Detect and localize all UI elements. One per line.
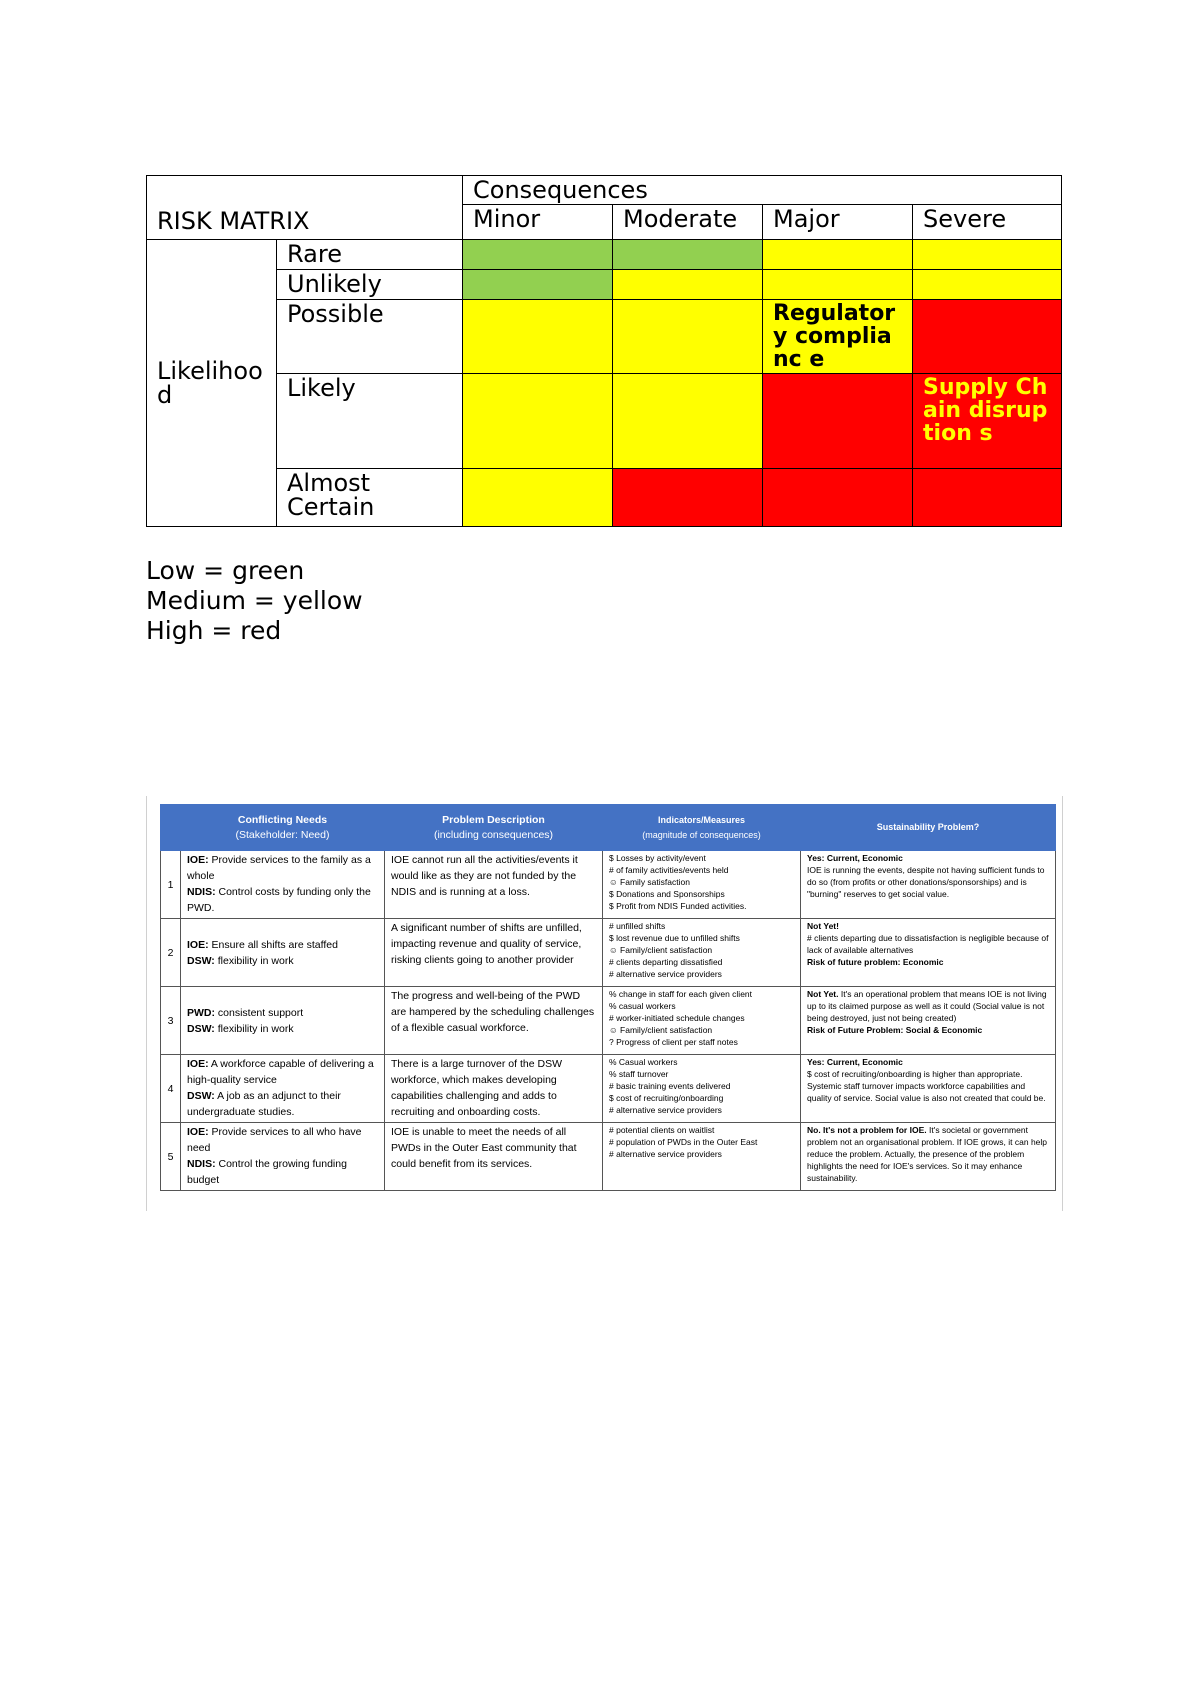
row-number: 1 <box>161 851 181 919</box>
needs-table-image <box>146 796 1063 1211</box>
row-number: 4 <box>161 1055 181 1123</box>
row-number: 2 <box>161 919 181 987</box>
risk-cell <box>913 240 1062 270</box>
risk-matrix-title: RISK MATRIX <box>147 176 463 240</box>
indicators-cell: $ Losses by activity/event # of family activities/events held ☺ Family satisfaction $ Donations and Sponsorships $ Profit from NDIS Funded activities. <box>603 851 801 919</box>
conflicting-needs-cell: IOE: Provide services to all who have need NDIS: Control the growing funding budget <box>181 1123 385 1191</box>
risk-cell <box>913 270 1062 300</box>
supply-chain-label: Supply Chain disruption s <box>923 375 1048 447</box>
risk-cell <box>463 240 613 270</box>
risk-cell <box>613 469 763 527</box>
sustainability-cell: Yes: Current, Economic $ cost of recruiting/onboarding is higher than appropriate. Systemic staff turnover impacts workforce capabilities and quality of service. Social value is also not created that could be. <box>801 1055 1056 1123</box>
table-row <box>161 1055 1056 1123</box>
row-header-likely: Likely <box>277 374 463 469</box>
conflicting-needs-cell: IOE: Provide services to the family as a whole NDIS: Control costs by funding only the PWD. <box>181 851 385 919</box>
conflicting-needs-cell: PWD: consistent support DSW: flexibility in work <box>181 987 385 1055</box>
risk-cell <box>613 300 763 374</box>
sustainability-cell: No. It's not a problem for IOE. It's societal or government problem not an organisational problem. If IOE grows, it can help reduce the problem. Actually, the presence of the problem highlights the need for IOE's services. So it may enhance sustainability. <box>801 1123 1056 1191</box>
header-sustainability: Sustainability Problem? <box>801 805 1056 851</box>
col-header-minor: Minor <box>463 205 613 240</box>
consequences-header: Consequences <box>463 176 1062 205</box>
problem-description-cell: IOE cannot run all the activities/events it would like as they are not funded by the NDIS and is running at a loss. <box>385 851 603 919</box>
risk-cell <box>763 374 913 469</box>
conflicting-needs-cell: IOE: A workforce capable of delivering a high-quality service DSW: A job as an adjunct to their undergraduate studies. <box>181 1055 385 1123</box>
conflicting-needs-table <box>160 804 1056 1191</box>
table-row <box>161 987 1056 1055</box>
risk-cell <box>913 469 1062 527</box>
table-row <box>161 919 1056 987</box>
indicators-cell: # unfilled shifts $ lost revenue due to unfilled shifts ☺ Family/client satisfaction # clients departing dissatisfied # alternative service providers <box>603 919 801 987</box>
row-header-almost-certain: Almost Certain <box>277 469 463 527</box>
sustainability-cell: Not Yet! # clients departing due to dissatisfaction is negligible because of lack of available alternatives Risk of future problem: Economic <box>801 919 1056 987</box>
legend-high: High = red <box>146 616 282 645</box>
col-header-moderate: Moderate <box>613 205 763 240</box>
risk-legend <box>146 556 363 646</box>
risk-cell <box>913 300 1062 374</box>
col-header-major: Major <box>763 205 913 240</box>
header-number <box>161 805 181 851</box>
regulatory-compliance-label: Regulatory complianc e <box>773 301 896 373</box>
risk-cell <box>613 270 763 300</box>
indicators-cell: # potential clients on waitlist # population of PWDs in the Outer East # alternative service providers <box>603 1123 801 1191</box>
problem-description-cell: The progress and well-being of the PWD are hampered by the scheduling challenges of a flexible casual workforce. <box>385 987 603 1055</box>
table-row <box>161 1123 1056 1191</box>
col-header-severe: Severe <box>913 205 1062 240</box>
risk-cell <box>463 300 613 374</box>
risk-cell <box>763 270 913 300</box>
row-number: 5 <box>161 1123 181 1191</box>
risk-cell <box>763 469 913 527</box>
risk-cell <box>463 469 613 527</box>
row-header-possible: Possible <box>277 300 463 374</box>
problem-description-cell: IOE is unable to meet the needs of all PWDs in the Outer East community that could benefit from its services. <box>385 1123 603 1191</box>
risk-matrix-table <box>146 175 1062 527</box>
risk-cell <box>613 240 763 270</box>
table-row <box>161 851 1056 919</box>
header-indicators: Indicators/Measures (magnitude of consequences) <box>603 805 801 851</box>
likelihood-label: Likelihoo d <box>147 240 277 527</box>
risk-cell <box>613 374 763 469</box>
problem-description-cell: There is a large turnover of the DSW workforce, which makes developing capabilities challenging and adds to recruiting and onboarding costs. <box>385 1055 603 1123</box>
conflicting-needs-cell: IOE: Ensure all shifts are staffed DSW: flexibility in work <box>181 919 385 987</box>
risk-cell-regulatory <box>763 300 913 374</box>
problem-description-cell: A significant number of shifts are unfilled, impacting revenue and quality of service, risking clients going to another provider <box>385 919 603 987</box>
legend-low: Low = green <box>146 556 305 585</box>
sustainability-cell: Yes: Current, Economic IOE is running the events, despite not having sufficient funds to do so (from profits or other donations/sponsorships) and is "burning" reserves to get social value. <box>801 851 1056 919</box>
legend-medium: Medium = yellow <box>146 586 363 615</box>
row-header-rare: Rare <box>277 240 463 270</box>
sustainability-cell: Not Yet. It's an operational problem that means IOE is not living up to its claimed purpose as well as it could (Social value is not being destroyed, just not being created) Risk of Future Problem: Social & Economic <box>801 987 1056 1055</box>
indicators-cell: % change in staff for each given client % casual workers # worker-initiated schedule changes ☺ Family/client satisfaction ? Progress of client per staff notes <box>603 987 801 1055</box>
header-conflicting-needs: Conflicting Needs (Stakeholder: Need) <box>181 805 385 851</box>
risk-cell <box>763 240 913 270</box>
header-problem-description: Problem Description (including consequences) <box>385 805 603 851</box>
row-number: 3 <box>161 987 181 1055</box>
risk-cell <box>463 270 613 300</box>
risk-cell-supply-chain <box>913 374 1062 469</box>
row-header-unlikely: Unlikely <box>277 270 463 300</box>
indicators-cell: % Casual workers % staff turnover # basic training events delivered $ cost of recruiting/onboarding # alternative service providers <box>603 1055 801 1123</box>
risk-cell <box>463 374 613 469</box>
